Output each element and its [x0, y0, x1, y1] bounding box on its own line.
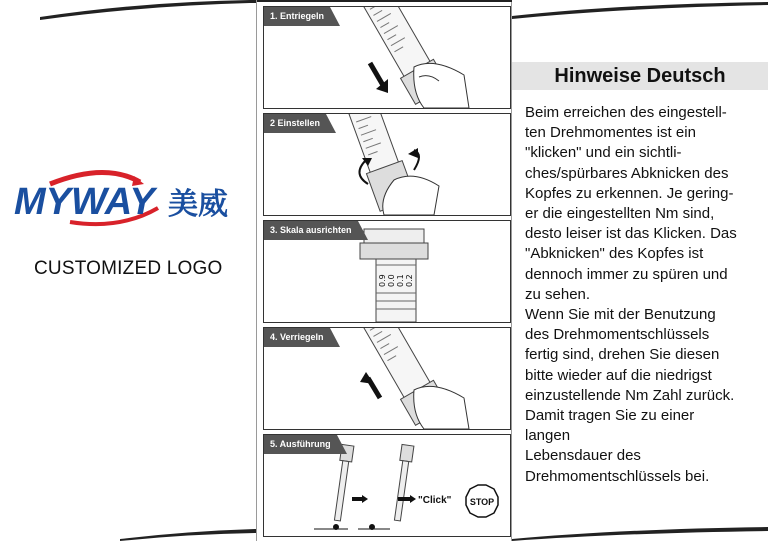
scale-mark-1: 0.0 — [387, 274, 396, 287]
hint-line: ten Drehmomentes ist ein — [525, 124, 696, 142]
hint-line: "Abknicken" des Kopfes ist — [525, 245, 704, 263]
hint-line: des Drehmomentschlüssels — [525, 326, 710, 344]
hint-line: Lebensdauer des — [525, 447, 641, 465]
top-left-swoosh — [0, 0, 256, 30]
hint-line: fertig sind, drehen Sie diesen — [525, 346, 720, 364]
scale-mark-2: 0.1 — [396, 274, 405, 287]
scale-mark-3: 0.2 — [405, 274, 414, 287]
hint-line: einzustellende Nm Zahl zurück. — [525, 386, 735, 404]
myway-logo — [10, 160, 250, 232]
hint-line: bitte wieder auf die niedrigst — [525, 366, 712, 384]
hinweise-text — [525, 103, 761, 487]
hint-line: Drehmomentschlüssels bei. — [525, 467, 710, 485]
bottom-right-swoosh — [512, 519, 768, 541]
hinweise-title: Hinweise Deutsch — [512, 62, 768, 90]
logo-brand: MYWAY — [14, 181, 155, 223]
hint-line: dennoch immer zu spüren und — [525, 265, 728, 283]
logo-brand-cn: 美威 — [168, 187, 228, 222]
step-3-align-scale — [263, 220, 511, 323]
hint-line: er die eingestellten Nm sind, — [525, 205, 715, 223]
click-label: "Click" — [418, 495, 452, 506]
step-4-lock — [263, 327, 511, 430]
stop-label: STOP — [469, 497, 495, 507]
step-2-label: 2 Einstellen — [264, 114, 326, 133]
hint-line: Damit tragen Sie zu einer — [525, 407, 695, 425]
step-1-label: 1. Entriegeln — [264, 7, 330, 26]
step-2-adjust — [263, 113, 511, 216]
step-5-execution — [263, 434, 511, 537]
step-3-label: 3. Skala ausrichten — [264, 221, 358, 240]
hint-line: ches/spürbares Abknicken des — [525, 164, 729, 182]
hint-line: zu sehen. — [525, 285, 591, 303]
hint-line: "klicken" und ein sichtli- — [525, 144, 682, 162]
hint-line: desto leiser ist das Klicken. Das — [525, 225, 737, 243]
step-4-label: 4. Verriegeln — [264, 328, 330, 347]
instruction-steps-panel — [256, 0, 512, 541]
scale-mark-0: 0.9 — [378, 274, 387, 287]
step-1-unlock — [263, 6, 511, 109]
hint-line: Beim erreichen des eingestell- — [525, 104, 727, 121]
customized-logo-caption: CUSTOMIZED LOGO — [34, 258, 223, 279]
top-right-swoosh — [512, 0, 768, 24]
step-5-label: 5. Ausführung — [264, 435, 337, 454]
hint-line: langen — [525, 427, 571, 445]
hint-line: Kopfes zu erkennen. Je gering- — [525, 184, 734, 202]
left-panel — [0, 0, 256, 541]
bottom-left-swoosh — [0, 521, 256, 541]
hint-line: Wenn Sie mit der Benutzung — [525, 306, 716, 324]
